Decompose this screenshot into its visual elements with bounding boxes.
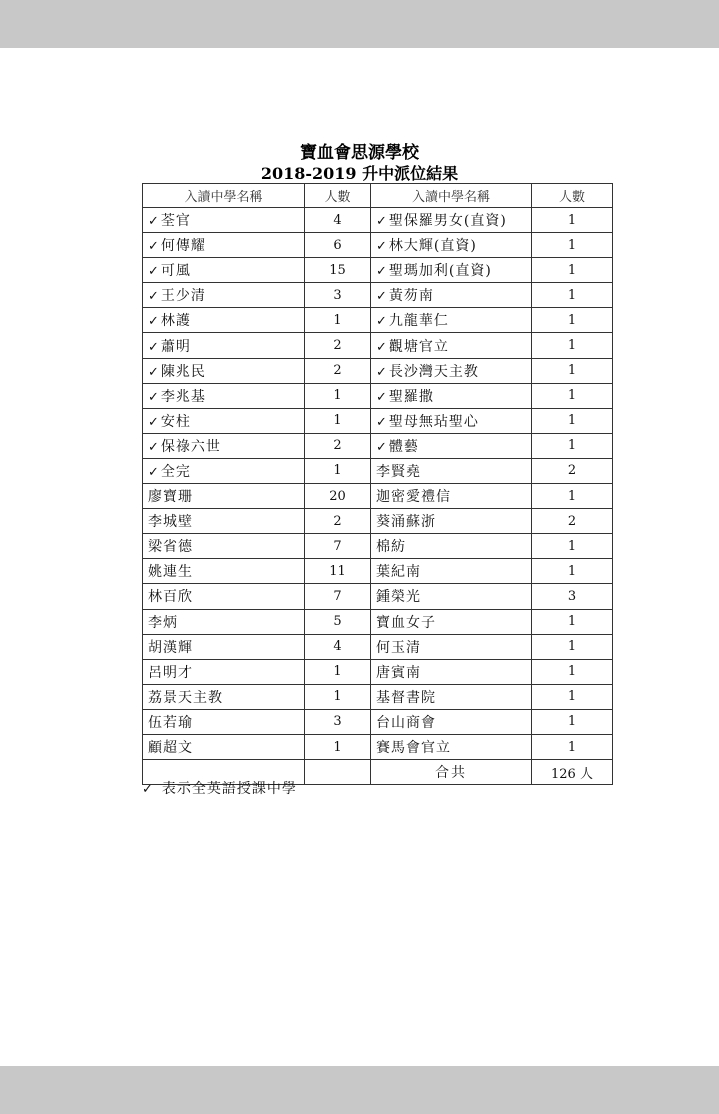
school-name-cell — [371, 208, 532, 233]
school-name-cell — [371, 734, 532, 759]
student-count: 1 — [305, 734, 371, 759]
school-name-cell — [143, 584, 305, 609]
student-count: 2 — [305, 333, 371, 358]
school-name: 聖瑪加利(直資) — [388, 263, 492, 280]
student-count: 2 — [305, 509, 371, 534]
table-row — [143, 559, 613, 584]
school-name: 保祿六世 — [160, 438, 221, 455]
student-count: 1 — [532, 559, 613, 584]
school-name: 廖寶珊 — [148, 489, 193, 506]
student-count: 3 — [305, 283, 371, 308]
school-name-cell — [371, 408, 532, 433]
top-bar — [0, 0, 719, 48]
table-row — [143, 509, 613, 534]
student-count: 1 — [305, 408, 371, 433]
student-count: 1 — [305, 458, 371, 483]
school-name: 聖羅撒 — [388, 388, 434, 405]
school-name-cell — [143, 534, 305, 559]
school-name-cell — [143, 208, 305, 233]
table-row — [143, 208, 613, 233]
student-count: 1 — [532, 634, 613, 659]
student-count: 1 — [532, 534, 613, 559]
student-count: 1 — [532, 333, 613, 358]
school-name: 聖母無玷聖心 — [388, 413, 479, 430]
school-name-cell — [371, 659, 532, 684]
report-subtitle: 2018-2019 升中派位結果 — [260, 164, 459, 183]
allocation-results-table — [142, 183, 613, 785]
school-name: 唐賓南 — [376, 664, 421, 681]
student-count: 1 — [532, 358, 613, 383]
check-icon: ✓ — [376, 364, 388, 380]
school-name-cell — [143, 684, 305, 709]
school-name: 葵涌蘇浙 — [376, 514, 436, 531]
check-icon: ✓ — [376, 439, 388, 455]
school-name-cell — [143, 408, 305, 433]
school-name-cell — [143, 358, 305, 383]
school-name-cell — [371, 258, 532, 283]
check-icon: ✓ — [148, 439, 160, 455]
school-name: 姚連生 — [148, 564, 193, 581]
school-name: 林百欣 — [148, 589, 193, 606]
total-empty-cell-2 — [305, 760, 371, 785]
table-row — [143, 734, 613, 759]
student-count: 3 — [532, 584, 613, 609]
school-name-cell — [143, 458, 305, 483]
total-value: 126 人 — [532, 760, 613, 785]
check-icon: ✓ — [376, 339, 388, 355]
school-name-cell — [371, 509, 532, 534]
school-name: 林護 — [160, 313, 191, 330]
school-name: 蕭明 — [160, 338, 191, 355]
student-count: 2 — [532, 509, 613, 534]
school-name-cell — [143, 559, 305, 584]
table-row — [143, 383, 613, 408]
school-name: 荔景天主教 — [148, 689, 223, 706]
school-name: 何傳耀 — [160, 238, 206, 255]
school-name: 棉紡 — [376, 539, 406, 556]
school-name-cell — [371, 634, 532, 659]
table-row — [143, 584, 613, 609]
school-name: 李賢堯 — [376, 463, 421, 480]
student-count: 1 — [532, 433, 613, 458]
school-name-cell — [371, 333, 532, 358]
check-icon: ✓ — [376, 264, 388, 280]
student-count: 1 — [305, 383, 371, 408]
school-name-cell — [143, 258, 305, 283]
school-name-cell — [143, 609, 305, 634]
table-row — [143, 609, 613, 634]
check-icon: ✓ — [148, 289, 160, 305]
student-count: 1 — [532, 484, 613, 509]
table-row — [143, 358, 613, 383]
student-count: 4 — [305, 634, 371, 659]
table-row — [143, 433, 613, 458]
student-count: 1 — [532, 709, 613, 734]
table-row — [143, 233, 613, 258]
check-icon: ✓ — [376, 414, 388, 430]
table-row — [143, 308, 613, 333]
school-name-cell — [143, 634, 305, 659]
school-name: 李兆基 — [160, 388, 206, 405]
table-row — [143, 458, 613, 483]
school-name-cell — [371, 458, 532, 483]
check-icon: ✓ — [376, 314, 388, 330]
student-count: 2 — [305, 358, 371, 383]
check-icon: ✓ — [148, 364, 160, 380]
school-name-cell — [371, 584, 532, 609]
check-icon: ✓ — [148, 464, 160, 480]
school-title: 寶血會思源學校 — [300, 143, 419, 163]
school-name-cell — [371, 358, 532, 383]
school-name-cell — [143, 484, 305, 509]
table-row — [143, 709, 613, 734]
bottom-bar — [0, 1066, 719, 1114]
school-name-cell — [371, 383, 532, 408]
student-count: 1 — [532, 609, 613, 634]
school-name-cell — [371, 709, 532, 734]
school-name-cell — [143, 283, 305, 308]
school-name: 可風 — [160, 263, 191, 280]
school-name: 梁省德 — [148, 539, 193, 556]
school-name: 全完 — [160, 463, 191, 480]
school-name: 李炳 — [148, 614, 178, 631]
student-count: 2 — [305, 433, 371, 458]
table-row — [143, 283, 613, 308]
student-count: 1 — [532, 208, 613, 233]
school-name-cell — [371, 559, 532, 584]
school-name-cell — [371, 233, 532, 258]
student-count: 4 — [305, 208, 371, 233]
school-name: 呂明才 — [148, 664, 193, 681]
student-count: 3 — [305, 709, 371, 734]
table-header-row — [143, 184, 613, 208]
school-name-cell — [143, 734, 305, 759]
check-icon: ✓ — [148, 389, 160, 405]
table-row — [143, 484, 613, 509]
legend-note — [142, 778, 297, 798]
table-row — [143, 534, 613, 559]
student-count: 7 — [305, 534, 371, 559]
school-name-cell — [143, 433, 305, 458]
school-name: 陳兆民 — [160, 363, 206, 380]
school-name: 長沙灣天主教 — [388, 363, 479, 380]
school-name-cell — [143, 659, 305, 684]
check-icon: ✓ — [148, 339, 160, 355]
check-icon: ✓ — [148, 414, 160, 430]
student-count: 1 — [532, 659, 613, 684]
legend-text: 表示全英語授課中學 — [161, 781, 297, 797]
check-icon: ✓ — [142, 782, 154, 797]
student-count: 1 — [305, 308, 371, 333]
school-name: 李城壁 — [148, 514, 193, 531]
total-label: 合共 — [371, 760, 532, 785]
table-row — [143, 684, 613, 709]
student-count: 1 — [532, 283, 613, 308]
school-name: 九龍華仁 — [388, 313, 449, 330]
header-school-name-2: 入讀中學名稱 — [371, 184, 532, 208]
school-name: 何玉清 — [376, 639, 421, 656]
table-row — [143, 408, 613, 433]
school-name-cell — [371, 433, 532, 458]
school-name: 葉紀南 — [376, 564, 421, 581]
school-name: 基督書院 — [376, 689, 436, 706]
school-name-cell — [371, 308, 532, 333]
school-name-cell — [143, 709, 305, 734]
check-icon: ✓ — [376, 214, 388, 230]
school-name: 聖保羅男女(直資) — [388, 213, 507, 230]
check-icon: ✓ — [376, 289, 388, 305]
header-count-2: 人數 — [532, 184, 613, 208]
check-icon: ✓ — [148, 214, 160, 230]
header-school-name-1: 入讀中學名稱 — [143, 184, 305, 208]
check-icon: ✓ — [148, 239, 160, 255]
student-count: 1 — [532, 308, 613, 333]
student-count: 2 — [532, 458, 613, 483]
school-name-cell — [371, 484, 532, 509]
school-name: 體藝 — [388, 438, 419, 455]
school-name: 黃芴南 — [388, 288, 434, 305]
school-name: 伍若瑜 — [148, 714, 193, 731]
student-count: 7 — [305, 584, 371, 609]
student-count: 1 — [532, 258, 613, 283]
school-name: 王少清 — [160, 288, 206, 305]
school-name: 寶血女子 — [376, 614, 436, 631]
school-name: 觀塘官立 — [388, 338, 449, 355]
student-count: 20 — [305, 484, 371, 509]
school-name: 台山商會 — [376, 714, 436, 731]
school-name-cell — [143, 383, 305, 408]
school-name: 林大輝(直資) — [388, 238, 477, 255]
student-count: 1 — [305, 659, 371, 684]
table-row — [143, 634, 613, 659]
student-count: 1 — [532, 408, 613, 433]
school-name: 鍾榮光 — [376, 589, 421, 606]
student-count: 6 — [305, 233, 371, 258]
school-name-cell — [371, 609, 532, 634]
school-name-cell — [371, 283, 532, 308]
check-icon: ✓ — [376, 239, 388, 255]
school-name-cell — [143, 233, 305, 258]
school-name-cell — [143, 308, 305, 333]
student-count: 1 — [532, 734, 613, 759]
student-count: 1 — [532, 233, 613, 258]
table-row — [143, 258, 613, 283]
student-count: 15 — [305, 258, 371, 283]
student-count: 5 — [305, 609, 371, 634]
school-name: 迦密愛禮信 — [376, 489, 451, 506]
student-count: 11 — [305, 559, 371, 584]
school-name-cell — [143, 509, 305, 534]
school-name: 胡漢輝 — [148, 639, 193, 656]
check-icon: ✓ — [376, 389, 388, 405]
student-count: 1 — [532, 383, 613, 408]
school-name-cell — [371, 684, 532, 709]
table-row — [143, 659, 613, 684]
student-count: 1 — [305, 684, 371, 709]
school-name-cell — [143, 333, 305, 358]
check-icon: ✓ — [148, 264, 160, 280]
school-name: 賽馬會官立 — [376, 740, 451, 757]
header-count-1: 人數 — [305, 184, 371, 208]
school-name: 荃官 — [160, 213, 191, 230]
school-name: 顧超文 — [148, 740, 193, 757]
school-name: 安柱 — [160, 413, 191, 430]
school-name-cell — [371, 534, 532, 559]
student-count: 1 — [532, 684, 613, 709]
table-row — [143, 333, 613, 358]
check-icon: ✓ — [148, 314, 160, 330]
